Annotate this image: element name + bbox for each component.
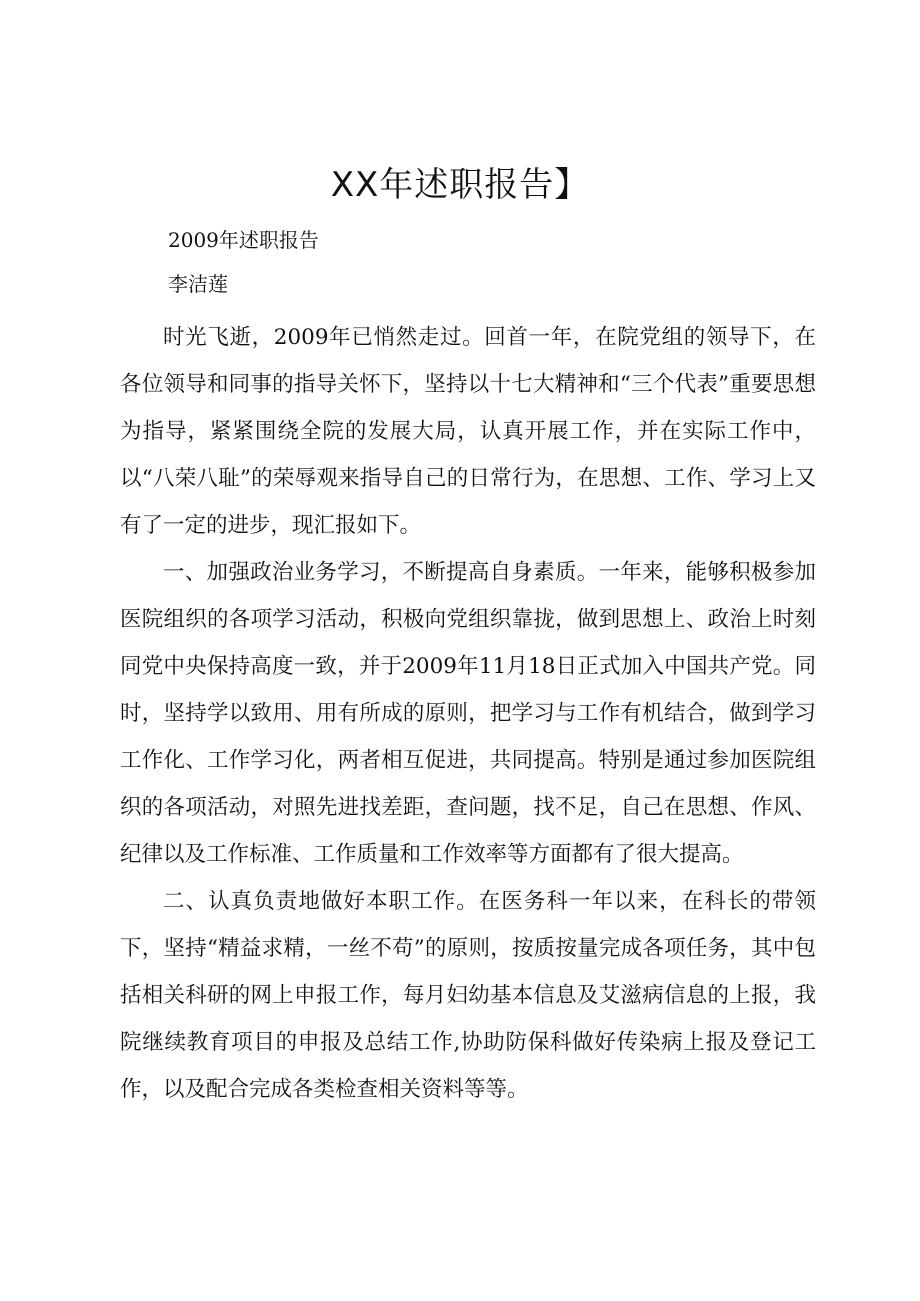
document-subtitle: 2009年述职报告: [168, 228, 319, 252]
paragraph-work: 二、认真负责地做好本职工作。在医务科一年以来，在科长的带领下，坚持“精益求精，一丝不苟”的原则，按质按量完成各项任务，其中包括相关科研的网上申报工作，每月妇幼基本信息及艾滋病信息的上报，我院继续教育项目的申报及总结工作,协助防保科做好传染病上报及登记工作，以及配合完成各类检查相关资料等等。: [120, 889, 816, 1102]
document-title: XX年述职报告】: [330, 165, 590, 205]
document-author: 李洁莲: [168, 272, 228, 296]
document-body: [120, 314, 816, 1113]
paragraph-intro: 时光飞逝，2009年已悄然走过。回首一年，在院党组的领导下，在各位领导和同事的指导关怀下，坚持以十七大精神和“三个代表”重要思想为指导，紧紧围绕全院的发展大局，认真开展工作，并在实际工作中，以“八荣八耻”的荣辱观来指导自己的日常行为，在思想、工作、学习上又有了一定的进步，现汇报如下。: [120, 325, 816, 538]
paragraph-study: 一、加强政治业务学习，不断提高自身素质。一年来，能够积极参加医院组织的各项学习活动，积极向党组织靠拢，做到思想上、政治上时刻同党中央保持高度一致，并于2009年11月18日正式加入中国共产党。同时，坚持学以致用、用有所成的原则，把学习与工作有机结合，做到学习工作化、工作学习化，两者相互促进，共同提高。特别是通过参加医院组织的各项活动，对照先进找差距，查问题，找不足，自己在思想、作风、纪律以及工作标准、工作质量和工作效率等方面都有了很大提高。: [120, 560, 816, 867]
